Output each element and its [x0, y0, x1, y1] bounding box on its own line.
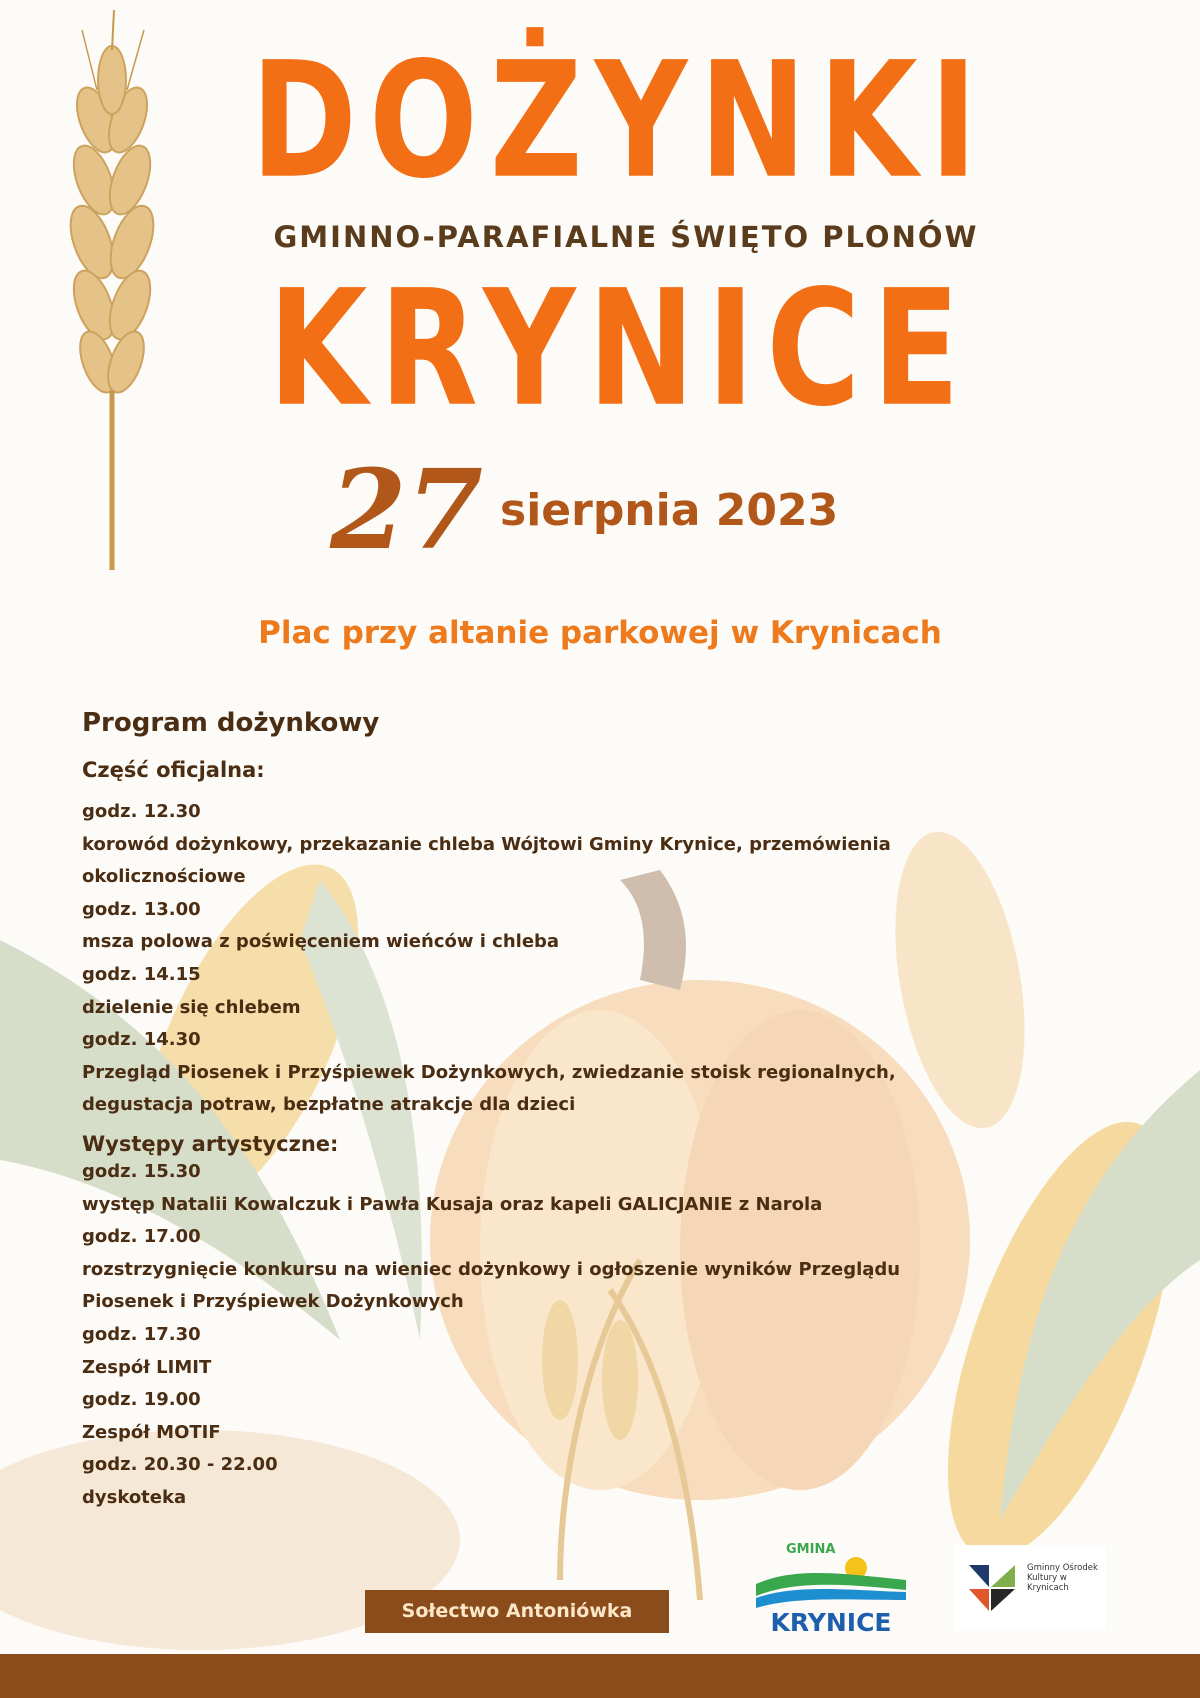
schedule-line: Zespół LIMIT: [82, 1356, 212, 1378]
schedule-line: Przegląd Piosenek i Przyśpiewek Dożynkowych, zwiedzanie stoisk regionalnych,: [82, 1061, 896, 1083]
town-title: KRYNICE: [268, 256, 972, 443]
schedule-line: godz. 17.00: [82, 1226, 201, 1248]
schedule-line: godz. 12.30: [82, 801, 201, 822]
program-section: [82, 708, 1012, 1514]
organizer-badge: Sołectwo Antoniówka: [365, 1590, 669, 1633]
event-place: Plac przy altanie parkowej w Krynicach: [258, 615, 942, 651]
official-list: [82, 796, 1012, 1122]
artistic-list: [82, 1156, 1012, 1515]
schedule-line: korowód dożynkowy, przekazanie chleba Wójtowi Gminy Krynice, przemówienia: [82, 833, 891, 855]
schedule-line: godz. 19.00: [82, 1389, 201, 1411]
wheat-ear-illustration: [52, 10, 172, 570]
subtitle: GMINNO-PARAFIALNE ŚWIĘTO PLONÓW: [273, 220, 979, 254]
schedule-line: godz. 14.30: [82, 1029, 201, 1051]
logo-krynice-label: KRYNICE: [770, 1608, 892, 1637]
schedule-line: msza polowa z poświęceniem wieńców i chleba: [82, 931, 560, 953]
schedule-line: godz. 17.30: [82, 1323, 201, 1345]
gok-mark-icon: [969, 1565, 1019, 1611]
official-heading: Część oficjalna:: [82, 758, 265, 782]
schedule-line: występ Natalii Kowalczuk i Pawła Kusaja oraz kapeli GALICJANIE z Narola: [82, 1193, 823, 1215]
schedule-line: okolicznościowe: [82, 866, 246, 888]
gok-logo-text: Gminny Ośrodek Kultury w Krynicach: [1027, 1563, 1098, 1593]
schedule-line: Piosenek i Przyśpiewek Dożynkowych: [82, 1291, 464, 1313]
landscape-icon: [756, 1554, 906, 1610]
schedule-line: godz. 20.30 - 22.00: [82, 1454, 278, 1476]
schedule-line: degustacja potraw, bezpłatne atrakcje dla dzieci: [82, 1094, 576, 1116]
main-title: DOŻYNKI: [250, 28, 990, 215]
event-day: 27: [330, 445, 484, 574]
schedule-line: godz. 13.00: [82, 898, 201, 920]
artistic-heading: Występy artystyczne:: [82, 1131, 339, 1156]
schedule-line: godz. 15.30: [82, 1160, 201, 1182]
gmina-krynice-logo: [756, 1542, 906, 1638]
program-title: Program dożynkowy: [82, 708, 380, 738]
footer-bar: [0, 1654, 1200, 1698]
logo-gmina-label: GMINA: [786, 1542, 836, 1557]
schedule-line: rozstrzygnięcie konkursu na wieniec dożynkowy i ogłoszenie wyników Przeglądu: [82, 1258, 901, 1280]
event-month-year: sierpnia 2023: [500, 485, 839, 536]
schedule-line: Zespół MOTIF: [82, 1421, 221, 1443]
gok-logo: [955, 1545, 1105, 1631]
schedule-line: godz. 14.15: [82, 963, 201, 985]
schedule-line: dzielenie się chlebem: [82, 996, 301, 1018]
schedule-line: dyskoteka: [82, 1486, 187, 1508]
